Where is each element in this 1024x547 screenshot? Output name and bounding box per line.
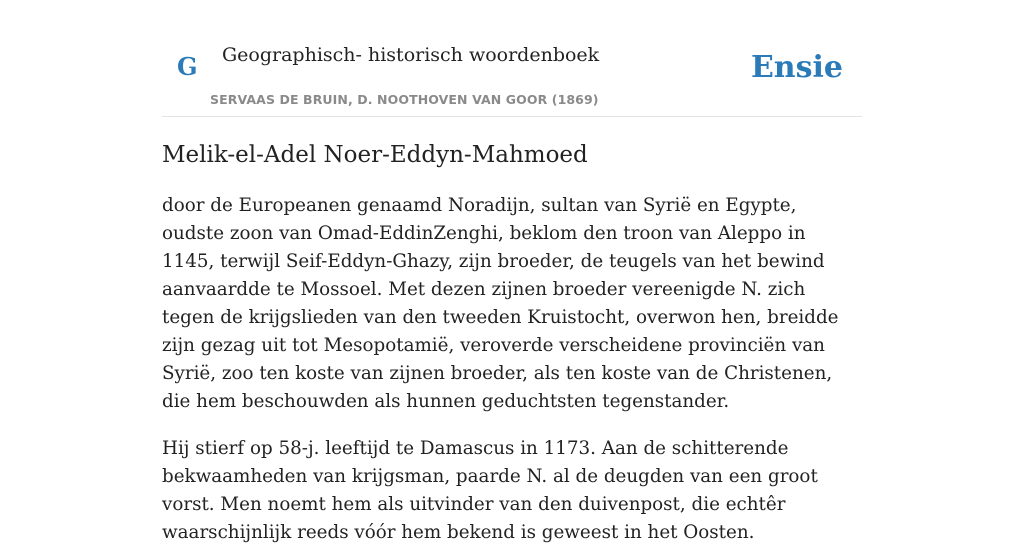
book-logo-letter[interactable]: G: [177, 52, 198, 81]
book-authors: SERVAAS DE BRUIN, D. NOOTHOVEN VAN GOOR (1869): [210, 92, 599, 107]
article-paragraph: Hij stierf op 58-j. leeftijd te Damascus in 1173. Aan de schitterende bekwaamheden van krijgsman, paarde N. al de deugden van een groot vorst. Men noemt hem als uitvinder van den duivenpost, die echtêr waarschijnlijk reeds vóór hem bekend is geweest in het Oosten.: [162, 438, 818, 543]
book-title[interactable]: Geographisch- historisch woordenboek: [222, 44, 600, 66]
brand-logo-link[interactable]: Ensie: [750, 50, 843, 85]
article-paragraph: door de Europeanen genaamd Noradijn, sultan van Syrië en Egypte, oudste zoon van Omad-EddinZenghi, beklom den troon van Aleppo in 1145, terwijl Seif-Eddyn-Ghazy, zijn broeder, de teugels van het bewind aanvaardde te Mossoel. Met dezen zijnen broeder vereenigde N. zich tegen de krijgslieden van den tweeden Kruistocht, overwon hen, breidde zijn gezag uit tot Mesopotamië, veroverde verscheidene provinciën van Syrië, zoo ten koste van zijnen broeder, als ten koste van de Christenen, die hem beschouwden als hunnen geduchtsten tegenstander.: [162, 195, 839, 412]
site-header: [162, 0, 862, 117]
article: [162, 140, 862, 547]
article-headword: Melik-el-Adel Noer-Eddyn-Mahmoed: [162, 142, 588, 168]
